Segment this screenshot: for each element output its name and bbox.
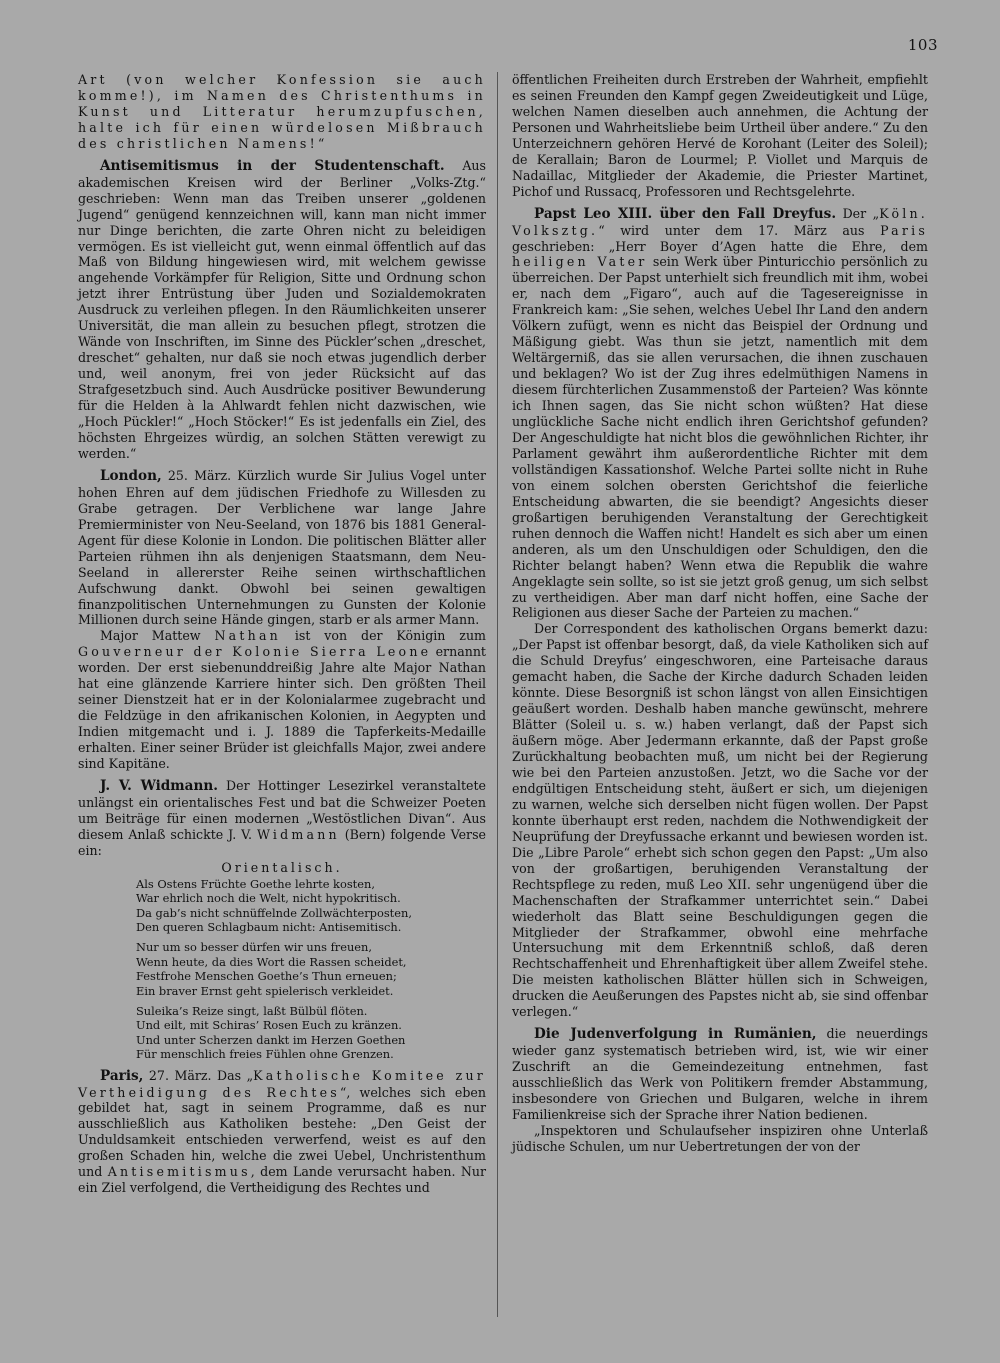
text-run: geschrieben: „Herr Boyer d’Agen hatte die Ehre, dem: [512, 238, 928, 254]
article-continuation: [78, 72, 486, 152]
poem-stanza: [136, 877, 486, 935]
emphasized-text: Antisemitismus: [107, 1164, 251, 1180]
poem: [78, 877, 486, 1062]
poem-line: Ein braver Ernst geht spielerisch verkleidet.: [136, 983, 394, 998]
page-number: 103: [907, 36, 938, 54]
article-text: die neuerdings wieder ganz systematisch betrieben wird, ist, wie wir einer Zuschrift an die Gemeindezeitung entnehmen, fast ausschließlich das Werk von Politikern fremder Abstammung, insbesondere von Griechen und Bulgaren, welche in ihrem Familienkreise sich der Sprache ihrer Nation bedienen.: [512, 1026, 929, 1122]
poem-line: Suleika’s Reize singt, laßt Bülbül flöten.: [136, 1003, 368, 1018]
poem-line: Wenn heute, da dies Wort die Rassen scheidet,: [136, 954, 407, 969]
article-text: 25. März. Kürzlich wurde Sir Julius Vogel unter hohen Ehren auf dem jüdischen Friedhofe zu Willesden zu Grabe getragen. Der Verblichene war lange Jahre Premierminister von Neu-Seeland, von 1876 bis 1881 General-Agent für diese Kolonie in London. Die politischen Blätter aller Parteien rühmen ihn als denjenigen Staatsmann, dem Neu-Seeland in allererster Reihe seinen wirthschaftlichen Aufschwung dankt. Obwohl bei seinen gewaltigen finanzpolitischen Unternehmungen zu Gunsten der Kolonie Millionen durch seine Hände gingen, starb er als armer Mann.: [78, 467, 486, 628]
article-london: [78, 468, 486, 629]
poem-line: Festfrohe Menschen Goethe’s Thun erneuen;: [136, 969, 397, 984]
article-heading: Antisemitismus in der Studentenschaft.: [100, 157, 445, 174]
text-run: Major Mattew: [100, 628, 215, 644]
emphasized-text: heiligen Vater: [512, 254, 648, 270]
emphasized-name: Widmann: [256, 826, 340, 842]
poem-line: Da gab’s nicht schnüffelnde Zollwächterposten,: [136, 905, 412, 920]
article-heading: J. V. Widmann.: [100, 777, 218, 794]
emphasized-text: Gouverneur der Kolonie Sierra Leone: [78, 644, 432, 660]
text-run: , dem Lande verursacht haben. Nur ein Ziel verfolgend, die Vertheidigung des Rechtes und: [78, 1164, 486, 1196]
poem-line: War ehrlich noch die Welt, nicht hypokritisch.: [136, 891, 401, 906]
article-text: Aus akademischen Kreisen wird der Berliner „Volks-Ztg.“ geschrieben: Wenn man das Treiben unserer „goldenen Jugend“ genügend kennzeichnen will, kann man nicht immer nur Dinge berichten, die zarte Ohren nicht zu beleidigen vermögen. Es ist vielleicht gut, wenn einmal öffentlich auf das Maß von Bildung hingewiesen wird, mit welchem gewisse angehende Vorkämpfer für Religion, Sitte und Ordnung schon jetzt ihrer Entrüstung über Juden und Sozialdemokraten Ausdruck zu verleihen pflegen. In den Räumlichkeiten unserer Universität, die man allein zu besuchen pflegt, strotzen die Wände von Inschriften, im Sinne des Pückler’schen „dreschet, dreschet“ gehalten, nur daß sie noch etwas jugendlich derber und, weil anonym, frei von jeder Rücksicht auf das Strafgesetzbuch sind. Auch Ausdrücke positiver Bewunderung für die Helden à la Ahlwardt fehlen nicht dazwischen, wie „Hoch Pückler!“ „Hoch Stöcker!“ Es ist jedenfalls ein Ziel, des höchsten Ehrgeizes würdig, an solchen Stätten verewigt zu werden.“: [78, 157, 487, 461]
article-paragraph: [78, 628, 486, 772]
text-run: Der „: [836, 205, 880, 221]
article-romania: [512, 1026, 928, 1123]
left-column: [78, 72, 486, 1196]
poem-line: Den queren Schlagbaum nicht: Antisemitisch.: [136, 919, 402, 934]
poem-line: Für menschlich freies Fühlen ohne Grenzen.: [136, 1047, 394, 1062]
text-run: “, welches sich eben gebildet hat, sagt in seinem Programme, daß es nur ausschließlich aus Katholiken bestehe: „Den Geist der Unduldsamkeit entschieden verwerfend, weist es auf den großen Schaden hin, welche die zwei Uebel, Unchristenthum und: [78, 1084, 486, 1180]
text-run: ernannt worden. Der erst siebenunddreißig Jahre alte Major Nathan hat eine glänzende Karriere hinter sich. Den größten Theil seiner Dienstzeit hat er in der Kolonialarmee zugebracht und die Feldzüge in den afrikanischen Kolonien, in Aegypten und Indien mitgemacht und i. J. 1889 die Tapferkeits-Medaille erhalten. Einer seiner Brüder ist gleichfalls Major, zwei andere sind Kapitäne.: [78, 644, 486, 772]
article-continuation: öffentlichen Freiheiten durch Erstreben der Wahrheit, empfiehlt es seinen Freunden den Kampf gegen Zweideutigkeit und Lüge, welchen Namen dieselben auch annehmen, die Achtung der Personen und Wahrheitsliebe beim Urtheil über andere.“ Zu den Unterzeichnern gehören Hervé de Korohant (Leiter des Soleil); de Kerallain; Baron de Lourmel; P. Viollet und Marquis de Nadaillac, Mitglieder der Akademie, die Priester Martinet, Pichof und Russacq, Professoren und Rechtsgelehrte.: [512, 72, 928, 199]
poem-title: Orientalisch.: [221, 859, 343, 875]
poem-line: Und unter Scherzen dankt im Herzen Goethen: [136, 1032, 406, 1047]
continued-text: Art (von welcher Konfession sie auch komme!), im Namen des Christenthums in Kunst und Litteratur herumzupfuschen, halte ich für einen würdelosen Mißbrauch des christlichen Namens!“: [78, 72, 486, 151]
article-widmann: [78, 778, 486, 859]
text-run: “ wird unter dem 17. März aus: [598, 222, 881, 238]
text-run: Der Hottinger Lesezirkel veranstaltete unlängst ein orientalisches Fest und bat die Schweizer Poeten um Beiträge für einen modernen „Westöstlichen Divan“. Aus diesem Anlaß schickte J. V.: [78, 777, 486, 842]
emphasized-text: Paris: [880, 222, 928, 238]
column-divider: [497, 72, 498, 1317]
right-column: [512, 72, 928, 1155]
poem-stanza: [136, 940, 486, 998]
poem-line: Als Ostens Früchte Goethe lehrte kosten,: [136, 876, 375, 891]
article-antisemitism-students: [78, 158, 486, 462]
article-heading: London,: [100, 467, 162, 484]
emphasized-name: Nathan: [214, 628, 281, 644]
poem-stanza: [136, 1004, 486, 1062]
text-run: sein Werk über Pinturicchio persönlich zu überreichen. Der Papst unterhielt sich freundlich mit ihm, wobei er, nach dem „Figaro“, auch auf die Tagesereignisse in Frankreich kam: „Sie sehen, welches Uebel Ihr Land den andern Völkern zufügt, wenn es nicht das Beispiel der Ordnung und Mäßigung giebt. Was thun sie jetzt, namentlich mit dem Weltärgerniß, das sie allen verursachen, die ihnen zuschauen und beklagen? Wo ist der Zug ihres edelmüthigen Namens in diesem fürchterlichen Zusammenstoß der Parteien? Was könnte ich Ihnen sagen, das Sie nicht schon wüßten? Hat diese unglückliche Sache nicht endlich ihren Gerichtshof gefunden? Der Angeschuldigte hat nicht blos die gewöhnlichen Richter, ihr Parlament gewährt ihm außerordentliche Richter mit dem vollständigen Kassationshof. Welche Partei sollte nicht in Ruhe von einem solchen obersten Gerichtshof die feierliche Entscheidung abwarten, die sie beendigt? Angesichts dieser großartigen beruhigenden Veranstaltung der Gerechtigkeit ruhen dennoch die Waffen nicht! Handelt es sich aber um einen anderen, als um den Unschuldigen oder Schuldigen, den die Richter belangt haben? Wenn etwa die Republik die wahre Angeklagte sein sollte, so ist sie jetzt groß genug, um sich selbst zu vertheidigen. Aber man darf nicht hoffen, eine Sache der Religionen aus dieser Sache der Parteien zu machen.“: [512, 254, 928, 621]
poem-line: Und eilt, mit Schiras’ Rosen Euch zu kränzen.: [136, 1018, 402, 1033]
article-heading: Paris,: [100, 1067, 144, 1084]
article-paris: [78, 1068, 486, 1197]
text-run: 27. März. Das „: [143, 1067, 254, 1083]
text-run: ist von der Königin zum: [280, 628, 486, 644]
text-run: (Bern) folgende Verse ein:: [78, 826, 486, 858]
poem-line: Nur um so besser dürfen wir uns freuen,: [136, 940, 372, 955]
article-heading: Die Judenverfolgung in Rumänien,: [534, 1026, 817, 1043]
emphasized-text: Köln. Volksztg.: [512, 205, 928, 238]
article-heading: Papst Leo XIII. über den Fall Dreyfus.: [534, 205, 837, 222]
article-pope-leo: [512, 206, 928, 622]
article-paragraph: Der Correspondent des katholischen Organs bemerkt dazu: „Der Papst ist offenbar besorgt, daß, da viele Katholiken sich auf die Schuld Dreyfus’ eingeschworen, eine Parteisache daraus gemacht haben, die Sache der Kirche dadurch Schaden leiden könnte. Diese Besorgniß ist schon längst von allen Einsichtigen geäußert worden. Deshalb haben manche gewünscht, mehrere Blätter (Soleil u. s. w.) haben verlangt, daß der Papst sich äußern möge. Aber Jedermann erkannte, daß der Papst große Zurückhaltung beobachten muß, um nicht bei der Regierung wie bei den Parteien anzustoßen. Jetzt, wo die Sache vor der endgültigen Entscheidung steht, äußert er sich, um diejenigen zu warnen, welche sich derselben nicht fügen wollen. Der Papst konnte überhaupt erst reden, nachdem die Nothwendigkeit der Neuprüfung der Dreyfussache erkannt und bewiesen worden ist. Die „Libre Parole“ erhebt sich schon gegen den Papst: „Um also von der großartigen, beruhigenden Veranstaltung der Rechtspflege zu reden, muß Leo XII. sehr ungenügend über die Machenschaften der Strafkammer unterrichtet sein.“ Dabei wiederholt das Blatt seine Beschuldigungen gegen die Mitglieder der Strafkammer, obwohl eine mehrfache Untersuchung mit dem Erkenntniß schloß, daß deren Rechtschaffenheit und Ehrenhaftigkeit über allem Zweifel stehe. Die meisten katholischen Blätter hüllen sich in Schweigen, drucken die Aeußerungen des Papstes nicht ab, sie sind offenbar verlegen.“: [512, 621, 928, 1020]
article-paragraph: „Inspektoren und Schulaufseher inspiziren ohne Unterlaß jüdische Schulen, um nur Uebertretungen der von der: [512, 1122, 928, 1154]
emphasized-text: Katholische Komitee zur Vertheidigung des Rechtes: [78, 1067, 486, 1100]
